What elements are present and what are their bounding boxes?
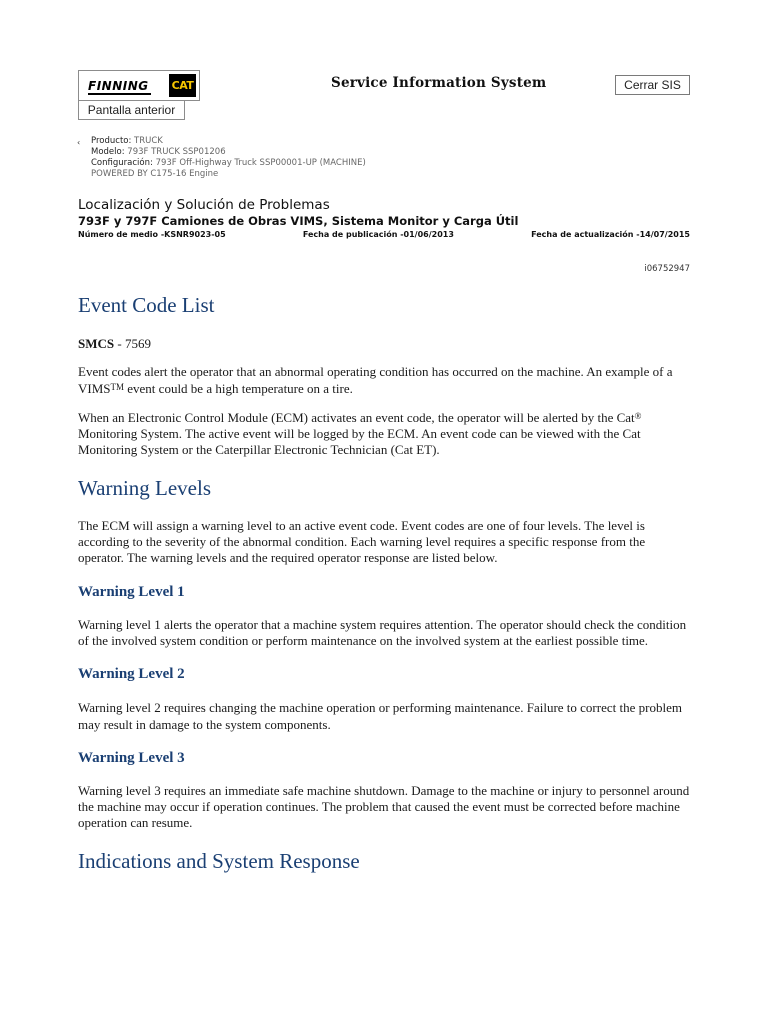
paragraph-warning-level-3: Warning level 3 requires an immediate safe machine shutdown. Damage to the machine or injury to personnel around the machine may occur if operation continues. The problem that caused the event must be corrected before machine operation can resume. <box>78 782 690 831</box>
heading-warning-level-2: Warning Level 2 <box>78 666 185 683</box>
model-label: Modelo: <box>91 147 125 157</box>
heading-warning-levels: Warning Levels <box>78 475 212 500</box>
document-id: i06752947 <box>644 264 690 274</box>
paragraph-text: event could be a high temperature on a tire. <box>124 380 353 396</box>
paragraph-ecm-activation <box>78 410 690 459</box>
media-number: Número de medio -KSNR9023-05 <box>78 230 226 239</box>
smcs-value: - 7569 <box>114 336 151 351</box>
update-date: Fecha de actualización -14/07/2015 <box>531 230 690 239</box>
heading-event-code-list: Event Code List <box>78 293 215 317</box>
smcs-line <box>78 336 690 352</box>
product-row <box>80 136 366 147</box>
product-label: Producto: <box>91 136 132 146</box>
back-arrow-icon[interactable]: ‹ <box>77 138 81 147</box>
heading-warning-level-3: Warning Level 3 <box>78 749 185 766</box>
configuration-label: Configuración: <box>91 158 153 168</box>
app-title: Service Information System <box>331 75 547 91</box>
product-info <box>77 136 366 180</box>
paragraph-text: Monitoring System. The active event will be logged by the ECM. An event code can be viewed with the Cat Monitoring System or the Caterpillar Electronic Technician (Cat ET). <box>78 426 641 458</box>
configuration-value: 793F Off-Highway Truck SSP00001-UP (MACHINE) <box>155 158 366 168</box>
configuration-row <box>80 158 366 169</box>
cat-logo-mark: CAT <box>169 74 196 97</box>
paragraph-warning-level-1: Warning level 1 alerts the operator that a machine system requires attention. The operator should check the condition of the involved system condition or perform maintenance on the involved system at the earliest possible time. <box>78 616 687 648</box>
engine-value: POWERED BY C175-16 Engine <box>91 169 219 179</box>
product-value: TRUCK <box>134 136 163 146</box>
registered-mark: ® <box>634 410 642 421</box>
finning-cat-logo <box>78 70 200 101</box>
heading-warning-level-1: Warning Level 1 <box>78 583 185 600</box>
trademark-mark: TM <box>110 381 125 392</box>
document-meta <box>78 230 690 239</box>
publication-date: Fecha de publicación -01/06/2013 <box>302 230 454 239</box>
document-subtitle: 793F y 797F Camiones de Obras VIMS, Sistema Monitor y Carga Útil <box>78 214 519 228</box>
previous-screen-button[interactable]: Pantalla anterior <box>78 100 185 120</box>
paragraph-warning-levels: The ECM will assign a warning level to an active event code. Event codes are one of four levels. The level is according to the severity of the abnormal condition. Each warning level requires a specific response from the operator. The warning levels and the required operator response are listed below. <box>78 517 646 566</box>
engine-row <box>80 169 366 180</box>
smcs-label: SMCS <box>78 336 115 351</box>
paragraph-warning-level-2: Warning level 2 requires changing the machine operation or performing maintenance. Failure to correct the problem may result in damage to the system components. <box>78 700 682 732</box>
paragraph-text: When an Electronic Control Module (ECM) activates an event code, the operator will be alerted by the Cat <box>78 409 635 425</box>
close-sis-button[interactable]: Cerrar SIS <box>615 75 690 95</box>
paragraph-text: Event codes alert the operator that an abnormal operating condition has occurred on the machine. An example of a VIMS <box>78 364 673 396</box>
finning-logo-text: FINNING <box>88 79 149 93</box>
document-title: Localización y Solución de Problemas <box>78 197 330 213</box>
model-row <box>80 147 366 158</box>
paragraph-event-codes <box>78 364 690 397</box>
heading-indications-system-response: Indications and System Response <box>78 848 360 873</box>
article-content <box>78 290 690 876</box>
model-value: 793F TRUCK SSP01206 <box>127 147 226 157</box>
